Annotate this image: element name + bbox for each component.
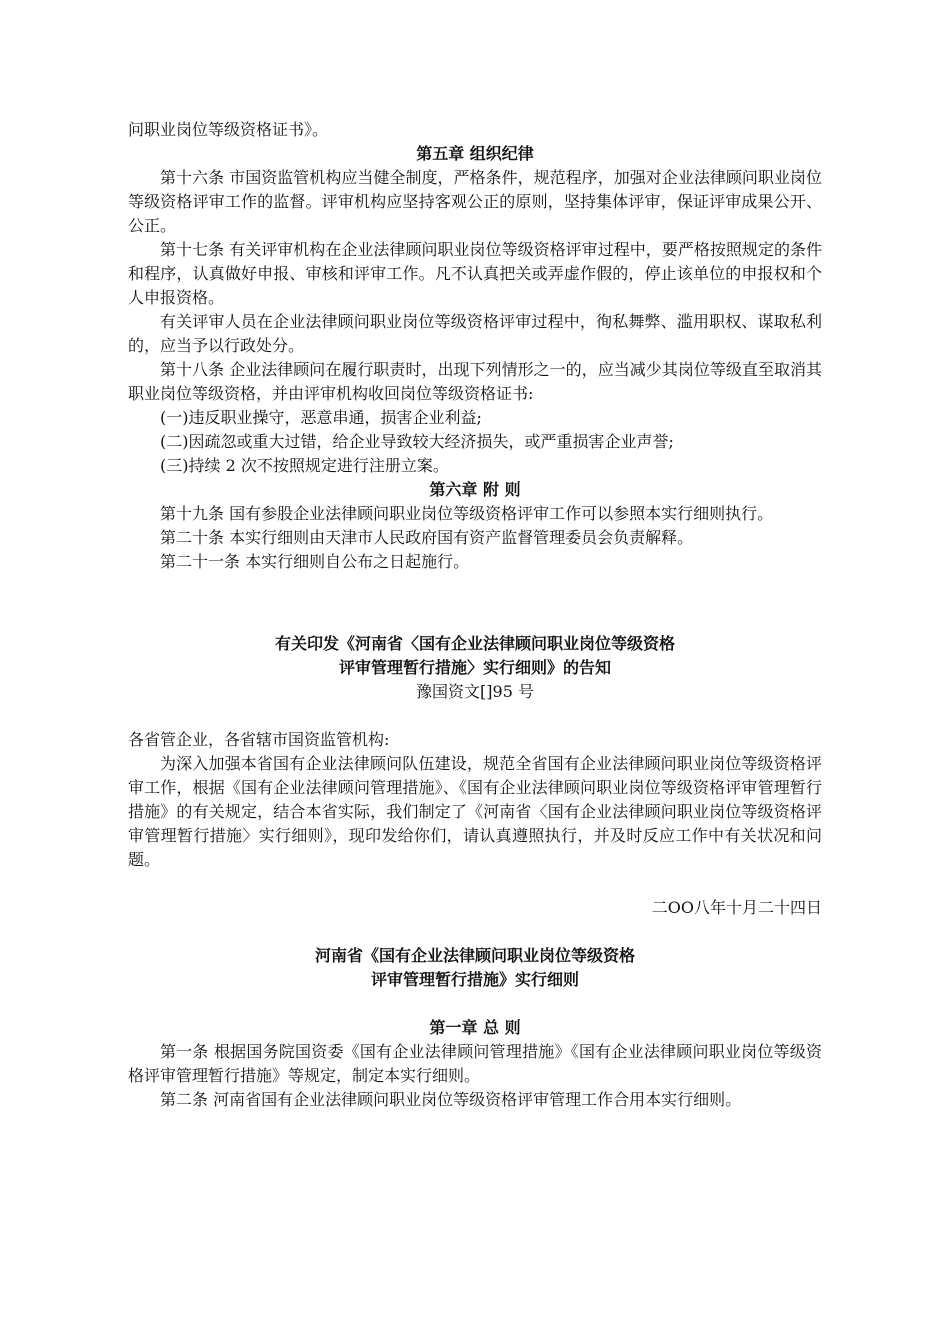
article-16: 第十六条 市国资监管机构应当健全制度，严格条件，规范程序，加强对企业法律顾问职业岗位等级资格评审工作的监督。评审机构应坚持客观公正的原则，坚持集体评审，保证评审成果公开、公正。: [128, 168, 822, 235]
article-18-item-3: (三)持续 2 次不按照规定进行注册立案。: [160, 456, 449, 475]
rules-title-line-2: 评审管理暂行措施》实行细则: [370, 970, 579, 989]
article-18: 第十八条 企业法律顾问在履行职责时，出现下列情形之一的，应当减少其岗位等级直至取消其职业岗位等级资格，并由评审机构收回岗位等级资格证书:: [128, 360, 822, 403]
article-20: 第二十条 本实行细则由天津市人民政府国有资产监督管理委员会负责解释。: [160, 528, 694, 547]
article-17: 第十七条 有关评审机构在企业法律顾问职业岗位等级资格评审过程中，要严格按照规定的条件和程序，认真做好申报、审核和评审工作。凡不认真把关或弄虚作假的，停止该单位的申报权和个人申报资格。: [128, 240, 822, 307]
spacer: [128, 920, 822, 944]
article-2: 第二条 河南省国有企业法律顾问职业岗位等级资格评审管理工作合用本实行细则。: [160, 1090, 742, 1109]
chapter-5-heading: 第五章 组织纪律: [416, 144, 534, 163]
chapter-6-heading: 第六章 附 则: [429, 480, 521, 499]
spacer: [128, 992, 822, 1016]
article-17-paragraph-2: 有关评审人员在企业法律顾问职业岗位等级资格评审过程中，徇私舞弊、滥用职权、谋取私利的，应当予以行政处分。: [128, 312, 822, 355]
document-page: [128, 118, 822, 1112]
article-21: 第二十一条 本实行细则自公布之日起施行。: [160, 552, 470, 571]
rules-title-line-1: 河南省《国有企业法律顾问职业岗位等级资格: [314, 946, 635, 965]
notice-body: 为深入加强本省国有企业法律顾问队伍建设，规范全省国有企业法律顾问职业岗位等级资格评审工作，根据《国有企业法律顾问管理措施》、《国有企业法律顾问职业岗位等级资格评审管理暂行措施》的有关规定，结合本省实际，我们制定了《河南省〈国有企业法律顾问职业岗位等级资格评审管理暂行措施〉实行细则》，现印发给你们，请认真遵照执行，并及时反应工作中有关状况和问题。: [128, 754, 822, 869]
spacer: [128, 704, 822, 728]
spacer: [128, 872, 822, 896]
document-number: 豫国资文[]95 号: [416, 682, 534, 701]
article-18-item-2: (二)因疏忽或重大过错，给企业导致较大经济损失，或严重损害企业声誉;: [160, 432, 674, 451]
notice-date: 二OO八年十月二十四日: [651, 898, 822, 917]
article-19: 第十九条 国有参股企业法律顾问职业岗位等级资格评审工作可以参照本实行细则执行。: [160, 504, 774, 523]
spacer: [128, 574, 822, 632]
notice-title-line-2: 评审管理暂行措施〉实行细则》的告知: [338, 658, 611, 677]
notice-title-line-1: 有关印发《河南省〈国有企业法律顾问职业岗位等级资格: [274, 634, 675, 653]
article-1: 第一条 根据国务院国资委《国有企业法律顾问管理措施》《国有企业法律顾问职业岗位等级资格评审管理暂行措施》等规定，制定本实行细则。: [128, 1042, 822, 1085]
salutation: 各省管企业，各省辖市国资监管机构:: [128, 730, 390, 749]
article-18-item-1: (一)违反职业操守，恶意串通，损害企业利益;: [160, 408, 482, 427]
chapter-1-heading: 第一章 总 则: [429, 1018, 521, 1037]
paragraph-continuation: 问职业岗位等级资格证书》。: [128, 120, 329, 139]
